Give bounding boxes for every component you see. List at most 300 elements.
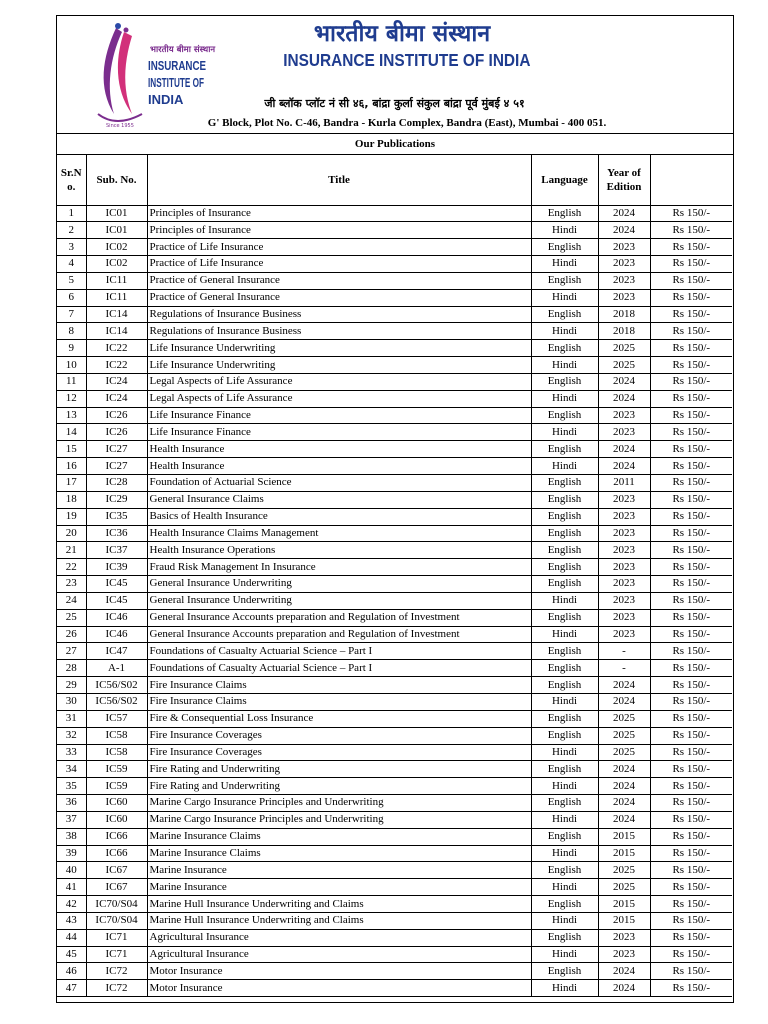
- cell-year: 2025: [598, 744, 650, 761]
- cell-price: Rs 150/-: [650, 710, 732, 727]
- cell-subno: IC26: [86, 424, 147, 441]
- cell-subno: IC46: [86, 609, 147, 626]
- cell-language: English: [531, 508, 598, 525]
- cell-price: Rs 150/-: [650, 424, 732, 441]
- cell-srno: 1: [57, 205, 86, 222]
- cell-subno: IC28: [86, 475, 147, 492]
- cell-language: Hindi: [531, 323, 598, 340]
- table-row: [57, 559, 732, 576]
- cell-year: 2023: [598, 525, 650, 542]
- cell-year: 2015: [598, 896, 650, 913]
- cell-title: Life Insurance Finance: [147, 424, 531, 441]
- cell-price: Rs 150/-: [650, 677, 732, 694]
- cell-srno: 29: [57, 677, 86, 694]
- institute-logo: [84, 18, 216, 130]
- cell-subno: IC27: [86, 458, 147, 475]
- logo-text-line3: INDIA: [148, 92, 184, 107]
- table-row: [57, 609, 732, 626]
- table-row: [57, 795, 732, 812]
- cell-year: 2025: [598, 357, 650, 374]
- cell-price: Rs 150/-: [650, 592, 732, 609]
- cell-price: Rs 150/-: [650, 980, 732, 997]
- cell-srno: 37: [57, 811, 86, 828]
- col-header-subno: Sub. No.: [86, 155, 147, 205]
- cell-language: Hindi: [531, 879, 598, 896]
- cell-srno: 25: [57, 609, 86, 626]
- col-header-language: Language: [531, 155, 598, 205]
- cell-title: Fire Rating and Underwriting: [147, 778, 531, 795]
- table-row: [57, 896, 732, 913]
- cell-price: Rs 150/-: [650, 525, 732, 542]
- logo-hindi-text: भारतीय बीमा संस्थान: [150, 45, 216, 55]
- cell-srno: 23: [57, 576, 86, 593]
- table-row: [57, 390, 732, 407]
- cell-title: Practice of Life Insurance: [147, 256, 531, 273]
- cell-srno: 31: [57, 710, 86, 727]
- table-row: [57, 811, 732, 828]
- cell-subno: IC24: [86, 390, 147, 407]
- cell-language: Hindi: [531, 592, 598, 609]
- table-row: [57, 205, 732, 222]
- cell-language: English: [531, 272, 598, 289]
- cell-srno: 9: [57, 340, 86, 357]
- cell-price: Rs 150/-: [650, 626, 732, 643]
- cell-price: Rs 150/-: [650, 929, 732, 946]
- cell-title: Marine Cargo Insurance Principles and Underwriting: [147, 811, 531, 828]
- cell-subno: IC58: [86, 727, 147, 744]
- cell-year: 2024: [598, 980, 650, 997]
- cell-title: Regulations of Insurance Business: [147, 323, 531, 340]
- cell-subno: IC11: [86, 272, 147, 289]
- cell-language: Hindi: [531, 289, 598, 306]
- col-header-srno: Sr.N o.: [57, 155, 86, 205]
- cell-price: Rs 150/-: [650, 491, 732, 508]
- cell-price: Rs 150/-: [650, 222, 732, 239]
- cell-year: 2025: [598, 862, 650, 879]
- table-row: [57, 323, 732, 340]
- cell-language: Hindi: [531, 458, 598, 475]
- table-row: [57, 475, 732, 492]
- cell-subno: IC67: [86, 862, 147, 879]
- cell-price: Rs 150/-: [650, 862, 732, 879]
- cell-subno: IC56/S02: [86, 693, 147, 710]
- cell-year: 2023: [598, 508, 650, 525]
- cell-subno: IC36: [86, 525, 147, 542]
- cell-language: English: [531, 559, 598, 576]
- cell-language: Hindi: [531, 778, 598, 795]
- cell-price: Rs 150/-: [650, 357, 732, 374]
- table-row: [57, 340, 732, 357]
- cell-price: Rs 150/-: [650, 912, 732, 929]
- cell-year: 2024: [598, 205, 650, 222]
- cell-price: Rs 150/-: [650, 458, 732, 475]
- cell-price: Rs 150/-: [650, 744, 732, 761]
- cell-language: English: [531, 441, 598, 458]
- cell-srno: 21: [57, 542, 86, 559]
- cell-price: Rs 150/-: [650, 795, 732, 812]
- cell-subno: IC01: [86, 222, 147, 239]
- cell-srno: 6: [57, 289, 86, 306]
- cell-srno: 38: [57, 828, 86, 845]
- cell-price: Rs 150/-: [650, 441, 732, 458]
- cell-subno: IC47: [86, 643, 147, 660]
- table-row: [57, 828, 732, 845]
- col-header-price: [650, 155, 732, 205]
- cell-price: Rs 150/-: [650, 542, 732, 559]
- cell-price: Rs 150/-: [650, 946, 732, 963]
- cell-price: Rs 150/-: [650, 643, 732, 660]
- cell-srno: 11: [57, 373, 86, 390]
- cell-price: Rs 150/-: [650, 559, 732, 576]
- cell-title: Basics of Health Insurance: [147, 508, 531, 525]
- cell-title: General Insurance Accounts preparation and Regulation of Investment: [147, 609, 531, 626]
- cell-language: Hindi: [531, 390, 598, 407]
- cell-language: English: [531, 643, 598, 660]
- cell-year: 2023: [598, 946, 650, 963]
- cell-subno: IC37: [86, 542, 147, 559]
- table-row: [57, 963, 732, 980]
- table-row: [57, 222, 732, 239]
- cell-subno: IC67: [86, 879, 147, 896]
- cell-year: 2023: [598, 289, 650, 306]
- table-row: [57, 912, 732, 929]
- cell-year: 2024: [598, 373, 650, 390]
- cell-subno: IC01: [86, 205, 147, 222]
- table-body: [57, 205, 732, 997]
- cell-year: 2023: [598, 592, 650, 609]
- table-row: [57, 879, 732, 896]
- cell-language: Hindi: [531, 256, 598, 273]
- cell-language: Hindi: [531, 845, 598, 862]
- cell-title: Motor Insurance: [147, 980, 531, 997]
- cell-subno: IC22: [86, 340, 147, 357]
- cell-language: English: [531, 761, 598, 778]
- table-row: [57, 845, 732, 862]
- cell-srno: 43: [57, 912, 86, 929]
- cell-srno: 18: [57, 491, 86, 508]
- logo-tagline: Since 1955: [106, 123, 134, 129]
- cell-srno: 2: [57, 222, 86, 239]
- cell-year: 2023: [598, 542, 650, 559]
- cell-title: General Insurance Underwriting: [147, 592, 531, 609]
- cell-srno: 14: [57, 424, 86, 441]
- cell-year: 2023: [598, 559, 650, 576]
- cell-language: English: [531, 306, 598, 323]
- cell-title: Marine Insurance Claims: [147, 828, 531, 845]
- cell-price: Rs 150/-: [650, 811, 732, 828]
- cell-subno: IC39: [86, 559, 147, 576]
- cell-srno: 30: [57, 693, 86, 710]
- cell-language: Hindi: [531, 626, 598, 643]
- cell-year: 2024: [598, 458, 650, 475]
- table-row: [57, 373, 732, 390]
- cell-year: 2024: [598, 677, 650, 694]
- cell-year: 2025: [598, 727, 650, 744]
- hindi-institute-name: भारतीय बीमा संस्थान: [313, 21, 491, 47]
- cell-title: General Insurance Underwriting: [147, 576, 531, 593]
- cell-title: Practice of General Insurance: [147, 272, 531, 289]
- table-row: [57, 744, 732, 761]
- cell-srno: 3: [57, 239, 86, 256]
- cell-year: 2024: [598, 795, 650, 812]
- cell-year: 2024: [598, 222, 650, 239]
- cell-srno: 36: [57, 795, 86, 812]
- table-row: [57, 929, 732, 946]
- cell-srno: 22: [57, 559, 86, 576]
- cell-title: Principles of Insurance: [147, 222, 531, 239]
- cell-srno: 16: [57, 458, 86, 475]
- cell-srno: 45: [57, 946, 86, 963]
- cell-price: Rs 150/-: [650, 576, 732, 593]
- cell-title: Marine Insurance Claims: [147, 845, 531, 862]
- cell-subno: IC59: [86, 778, 147, 795]
- cell-year: 2024: [598, 693, 650, 710]
- cell-title: Health Insurance Claims Management: [147, 525, 531, 542]
- cell-year: 2023: [598, 576, 650, 593]
- cell-year: 2023: [598, 424, 650, 441]
- table-row: [57, 727, 732, 744]
- cell-price: Rs 150/-: [650, 845, 732, 862]
- cell-language: English: [531, 576, 598, 593]
- cell-language: English: [531, 475, 598, 492]
- cell-title: Health Insurance Operations: [147, 542, 531, 559]
- cell-year: 2025: [598, 710, 650, 727]
- cell-srno: 46: [57, 963, 86, 980]
- cell-title: Regulations of Insurance Business: [147, 306, 531, 323]
- table-row: [57, 576, 732, 593]
- cell-year: 2023: [598, 256, 650, 273]
- table-row: [57, 306, 732, 323]
- cell-srno: 7: [57, 306, 86, 323]
- cell-title: Agricultural Insurance: [147, 929, 531, 946]
- cell-subno: IC58: [86, 744, 147, 761]
- cell-year: 2024: [598, 811, 650, 828]
- cell-price: Rs 150/-: [650, 373, 732, 390]
- cell-subno: IC14: [86, 306, 147, 323]
- cell-srno: 42: [57, 896, 86, 913]
- english-address: G' Block, Plot No. C-46, Bandra - Kurla Complex, Bandra (East), Mumbai - 400 051.: [207, 117, 607, 129]
- table-row: [57, 778, 732, 795]
- cell-title: Practice of Life Insurance: [147, 239, 531, 256]
- cell-language: Hindi: [531, 424, 598, 441]
- cell-srno: 39: [57, 845, 86, 862]
- cell-title: Life Insurance Underwriting: [147, 340, 531, 357]
- cell-srno: 15: [57, 441, 86, 458]
- cell-year: 2018: [598, 306, 650, 323]
- publications-heading: Our Publications: [57, 134, 733, 155]
- table-row: [57, 256, 732, 273]
- cell-price: Rs 150/-: [650, 323, 732, 340]
- cell-title: Marine Cargo Insurance Principles and Underwriting: [147, 795, 531, 812]
- publications-table: [57, 155, 732, 997]
- cell-language: English: [531, 828, 598, 845]
- cell-title: Marine Insurance: [147, 879, 531, 896]
- cell-title: Marine Hull Insurance Underwriting and Claims: [147, 896, 531, 913]
- cell-language: English: [531, 660, 598, 677]
- cell-subno: IC45: [86, 592, 147, 609]
- cell-language: English: [531, 795, 598, 812]
- cell-year: 2015: [598, 912, 650, 929]
- cell-language: English: [531, 896, 598, 913]
- cell-price: Rs 150/-: [650, 778, 732, 795]
- cell-title: Fire Insurance Coverages: [147, 744, 531, 761]
- cell-language: English: [531, 340, 598, 357]
- cell-title: Principles of Insurance: [147, 205, 531, 222]
- table-row: [57, 946, 732, 963]
- cell-subno: IC66: [86, 828, 147, 845]
- cell-language: Hindi: [531, 222, 598, 239]
- cell-language: Hindi: [531, 980, 598, 997]
- cell-srno: 10: [57, 357, 86, 374]
- cell-subno: IC70/S04: [86, 896, 147, 913]
- cell-srno: 40: [57, 862, 86, 879]
- cell-srno: 27: [57, 643, 86, 660]
- table-row: [57, 407, 732, 424]
- cell-year: 2025: [598, 879, 650, 896]
- cell-language: English: [531, 205, 598, 222]
- cell-language: English: [531, 727, 598, 744]
- cell-title: Foundations of Casualty Actuarial Science – Part I: [147, 660, 531, 677]
- cell-title: Fire Insurance Coverages: [147, 727, 531, 744]
- table-header-row: [57, 155, 732, 205]
- cell-price: Rs 150/-: [650, 407, 732, 424]
- cell-year: -: [598, 660, 650, 677]
- cell-price: Rs 150/-: [650, 390, 732, 407]
- cell-year: 2023: [598, 609, 650, 626]
- table-row: [57, 458, 732, 475]
- cell-language: English: [531, 929, 598, 946]
- cell-subno: IC57: [86, 710, 147, 727]
- cell-price: Rs 150/-: [650, 879, 732, 896]
- cell-language: Hindi: [531, 946, 598, 963]
- cell-srno: 34: [57, 761, 86, 778]
- cell-subno: IC22: [86, 357, 147, 374]
- table-row: [57, 980, 732, 997]
- col-header-title: Title: [147, 155, 531, 205]
- cell-year: 2023: [598, 272, 650, 289]
- cell-year: 2023: [598, 407, 650, 424]
- logo-text-line1: INSURANCE: [148, 58, 207, 73]
- cell-year: 2023: [598, 491, 650, 508]
- cell-subno: IC45: [86, 576, 147, 593]
- cell-year: 2024: [598, 778, 650, 795]
- cell-year: 2015: [598, 828, 650, 845]
- cell-language: English: [531, 677, 598, 694]
- cell-language: English: [531, 373, 598, 390]
- cell-subno: IC72: [86, 980, 147, 997]
- table-row: [57, 677, 732, 694]
- cell-subno: A-1: [86, 660, 147, 677]
- table-row: [57, 441, 732, 458]
- cell-year: 2011: [598, 475, 650, 492]
- cell-year: 2024: [598, 441, 650, 458]
- cell-subno: IC02: [86, 239, 147, 256]
- cell-subno: IC59: [86, 761, 147, 778]
- cell-language: English: [531, 710, 598, 727]
- cell-price: Rs 150/-: [650, 205, 732, 222]
- cell-price: Rs 150/-: [650, 289, 732, 306]
- cell-title: Health Insurance: [147, 458, 531, 475]
- cell-title: Foundation of Actuarial Science: [147, 475, 531, 492]
- cell-srno: 17: [57, 475, 86, 492]
- cell-title: Health Insurance: [147, 441, 531, 458]
- cell-subno: IC26: [86, 407, 147, 424]
- cell-language: English: [531, 407, 598, 424]
- cell-subno: IC29: [86, 491, 147, 508]
- cell-language: English: [531, 542, 598, 559]
- cell-title: Practice of General Insurance: [147, 289, 531, 306]
- cell-subno: IC71: [86, 946, 147, 963]
- cell-title: Fire Rating and Underwriting: [147, 761, 531, 778]
- cell-subno: IC02: [86, 256, 147, 273]
- cell-price: Rs 150/-: [650, 828, 732, 845]
- col-header-year: Year of Edition: [598, 155, 650, 205]
- cell-subno: IC56/S02: [86, 677, 147, 694]
- cell-year: 2015: [598, 845, 650, 862]
- cell-subno: IC27: [86, 441, 147, 458]
- cell-subno: IC71: [86, 929, 147, 946]
- cell-title: Fraud Risk Management In Insurance: [147, 559, 531, 576]
- cell-year: 2023: [598, 626, 650, 643]
- hindi-address: जी ब्लॉक प्लॉट नं सी ४६, बांद्रा कुर्ला संकुल बांद्रा पूर्व मुंबई ४ ५१: [264, 97, 525, 110]
- cell-title: Legal Aspects of Life Assurance: [147, 373, 531, 390]
- cell-srno: 32: [57, 727, 86, 744]
- cell-title: Motor Insurance: [147, 963, 531, 980]
- cell-subno: IC14: [86, 323, 147, 340]
- cell-srno: 24: [57, 592, 86, 609]
- cell-srno: 4: [57, 256, 86, 273]
- cell-srno: 8: [57, 323, 86, 340]
- cell-year: -: [598, 643, 650, 660]
- cell-year: 2024: [598, 390, 650, 407]
- table-row: [57, 592, 732, 609]
- cell-srno: 28: [57, 660, 86, 677]
- cell-subno: IC60: [86, 811, 147, 828]
- cell-price: Rs 150/-: [650, 475, 732, 492]
- cell-language: English: [531, 862, 598, 879]
- table-row: [57, 289, 732, 306]
- cell-price: Rs 150/-: [650, 272, 732, 289]
- table-row: [57, 693, 732, 710]
- cell-price: Rs 150/-: [650, 340, 732, 357]
- cell-title: Foundations of Casualty Actuarial Science – Part I: [147, 643, 531, 660]
- cell-subno: IC35: [86, 508, 147, 525]
- cell-srno: 26: [57, 626, 86, 643]
- cell-subno: IC11: [86, 289, 147, 306]
- cell-title: Life Insurance Underwriting: [147, 357, 531, 374]
- cell-price: Rs 150/-: [650, 239, 732, 256]
- cell-language: English: [531, 609, 598, 626]
- cell-srno: 47: [57, 980, 86, 997]
- table-row: [57, 508, 732, 525]
- cell-title: General Insurance Claims: [147, 491, 531, 508]
- cell-subno: IC70/S04: [86, 912, 147, 929]
- cell-language: English: [531, 525, 598, 542]
- cell-price: Rs 150/-: [650, 609, 732, 626]
- table-row: [57, 660, 732, 677]
- cell-year: 2023: [598, 929, 650, 946]
- cell-srno: 41: [57, 879, 86, 896]
- cell-srno: 20: [57, 525, 86, 542]
- cell-language: Hindi: [531, 693, 598, 710]
- cell-title: Legal Aspects of Life Assurance: [147, 390, 531, 407]
- cell-price: Rs 150/-: [650, 896, 732, 913]
- cell-price: Rs 150/-: [650, 306, 732, 323]
- cell-price: Rs 150/-: [650, 508, 732, 525]
- table-row: [57, 424, 732, 441]
- cell-title: Fire Insurance Claims: [147, 693, 531, 710]
- cell-language: English: [531, 239, 598, 256]
